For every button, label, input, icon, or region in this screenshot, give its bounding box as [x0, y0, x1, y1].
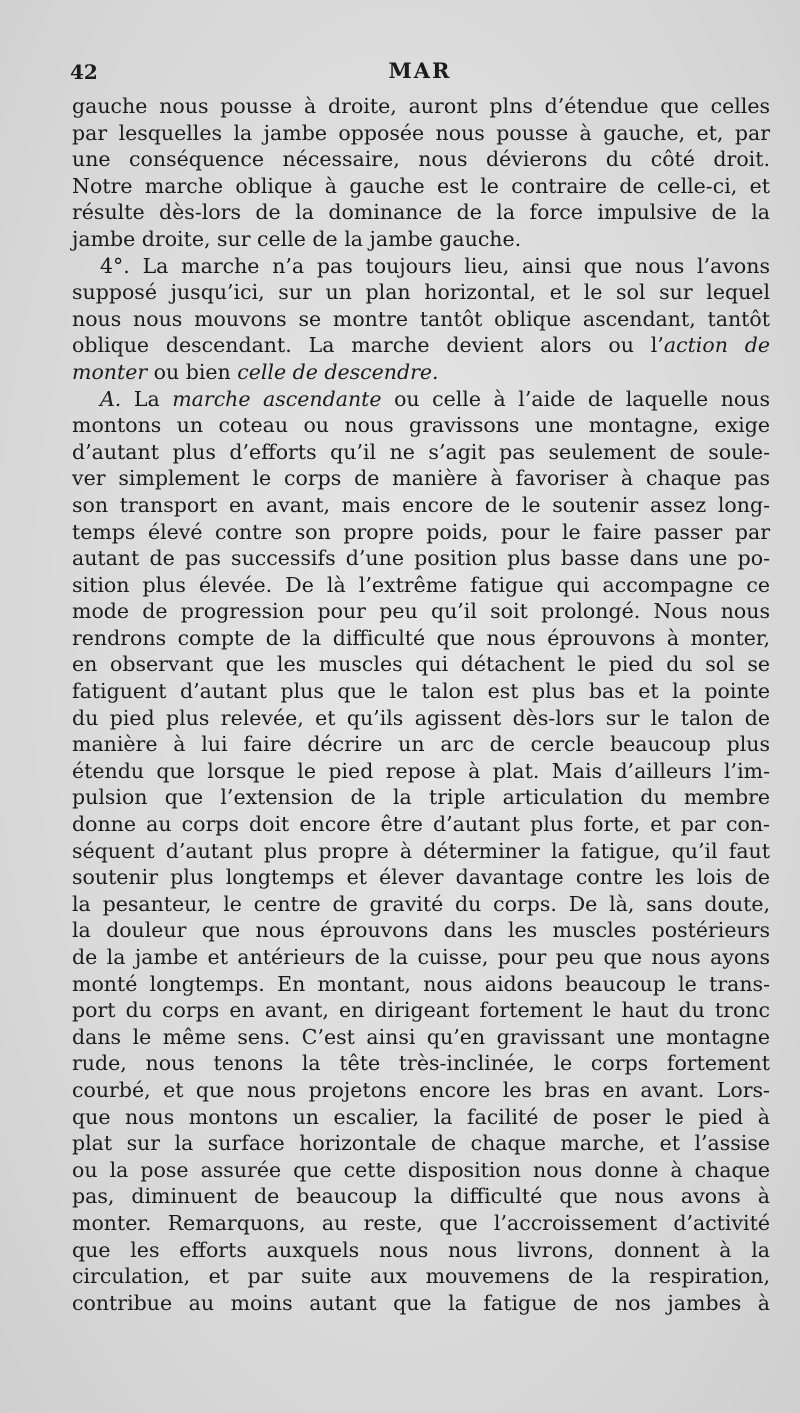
text-line: [72, 545, 770, 572]
italic-text: monter: [72, 359, 148, 384]
text-run: son transport en avant, mais encore de le soutenir assez long-: [72, 492, 770, 517]
italic-text: A.: [100, 386, 122, 411]
text-line: [72, 784, 770, 811]
text-run: séquent d’autant plus propre à déterminer la fatigue, qu’il faut: [72, 838, 770, 863]
text-run: donne au corps doit encore être d’autant plus forte, et par con-: [72, 812, 770, 837]
text-line: [72, 93, 770, 120]
text-line: [72, 253, 770, 280]
text-run: pulsion que l’extension de la triple articulation du membre: [72, 785, 770, 810]
text-line: [72, 173, 770, 200]
text-run: la douleur que nous éprouvons dans les muscles postérieurs: [72, 918, 770, 943]
text-line: [72, 1157, 770, 1184]
text-run: dans le même sens. C’est ainsi qu’en gravissant une montagne: [72, 1024, 770, 1049]
text-line: [72, 279, 770, 306]
text-line: [72, 572, 770, 599]
text-line: [72, 651, 770, 678]
text-line: [72, 412, 770, 439]
text-run: d’autant plus d’efforts qu’il ne s’agit pas seulement de soule-: [72, 439, 770, 464]
text-line: [72, 1290, 770, 1317]
text-run: monté longtemps. En montant, nous aidons beaucoup le trans-: [72, 971, 770, 996]
text-line: [72, 625, 770, 652]
text-run: sition plus élevée. De là l’extrême fatigue qui accompagne ce: [72, 572, 770, 597]
text-run: plat sur la surface horizontale de chaque marche, et l’assise: [72, 1131, 770, 1156]
text-line: [72, 678, 770, 705]
text-run: la pesanteur, le centre de gravité du corps. De là, sans doute,: [72, 891, 770, 916]
text-run: temps élevé contre son propre poids, pour le faire passer par: [72, 519, 770, 544]
text-line: [72, 864, 770, 891]
text-line: [72, 120, 770, 147]
text-line: [72, 146, 770, 173]
text-run: autant de pas successifs d’une position plus basse dans une po-: [72, 546, 770, 571]
italic-text: action de: [663, 333, 770, 358]
text-line: [72, 199, 770, 226]
text-line: [72, 1210, 770, 1237]
text-line: [72, 1183, 770, 1210]
text-line: [72, 1050, 770, 1077]
text-line: [72, 1237, 770, 1264]
text-run: pas, diminuent de beaucoup la difficulté que nous avons à: [72, 1184, 770, 1209]
body-text: [72, 93, 770, 1316]
text-run: contribue au moins autant que la fatigue de nos jambes à: [72, 1290, 770, 1315]
text-line: [72, 917, 770, 944]
text-run: supposé jusqu’ici, sur un plan horizontal, et le sol sur lequel: [72, 280, 770, 305]
text-run: montons un coteau ou nous gravissons une montagne, exige: [72, 413, 770, 438]
text-run: résulte dès-lors de la dominance de la force impulsive de la: [72, 200, 770, 225]
text-run: oblique descendant. La marche devient alors ou l’: [72, 333, 664, 358]
text-line: [72, 492, 770, 519]
text-run: soutenir plus longtemps et élever davantage contre les lois de: [72, 865, 770, 890]
text-run: jambe droite, sur celle de la jambe gauche.: [72, 226, 522, 251]
text-line: [72, 519, 770, 546]
text-line: [72, 306, 770, 333]
text-line: [72, 1130, 770, 1157]
text-run: monter. Remarquons, au reste, que l’accroissement d’activité: [72, 1210, 770, 1235]
text-run: manière à lui faire décrire un arc de cercle beaucoup plus: [72, 732, 770, 757]
text-line: [72, 598, 770, 625]
text-run: ou bien: [147, 359, 238, 384]
text-line: [72, 359, 770, 386]
text-run: gauche nous pousse à droite, auront plns d’étendue que celles: [72, 94, 770, 118]
text-line: [72, 838, 770, 865]
text-run: une conséquence nécessaire, nous dévierons du côté droit.: [72, 147, 770, 172]
text-run: ver simplement le corps de manière à favoriser à chaque pas: [72, 466, 770, 491]
text-run: que les efforts auxquels nous nous livrons, donnent à la: [72, 1237, 770, 1262]
text-line: [72, 1024, 770, 1051]
text-line: [72, 1104, 770, 1131]
text-run: circulation, et par suite aux mouvemens de la respiration,: [72, 1264, 770, 1289]
text-line: [72, 997, 770, 1024]
text-line: [72, 811, 770, 838]
text-run: étendu que lorsque le pied repose à plat. Mais d’ailleurs l’im-: [72, 758, 770, 783]
text-run: Notre marche oblique à gauche est le contraire de celle-ci, et: [72, 173, 770, 198]
text-line: [72, 1077, 770, 1104]
text-line: [72, 332, 770, 359]
text-line: [72, 758, 770, 785]
text-line: [72, 465, 770, 492]
text-line: [72, 705, 770, 732]
text-run: ou celle à l’aide de laquelle nous: [381, 386, 770, 411]
text-run: courbé, et que nous projetons encore les bras en avant. Lors-: [72, 1077, 770, 1102]
italic-text: celle de descendre.: [237, 359, 439, 384]
text-run: que nous montons un escalier, la facilité de poser le pied à: [72, 1104, 770, 1129]
text-run: de la jambe et antérieurs de la cuisse, pour peu que nous ayons: [72, 945, 770, 969]
text-run: rendrons compte de la difficulté que nous éprouvons à monter,: [72, 625, 770, 650]
italic-text: marche ascendante: [172, 386, 382, 411]
page-header: [70, 58, 770, 88]
text-run: en observant que les muscles qui détachent le pied du sol se: [72, 652, 770, 677]
text-line: [72, 971, 770, 998]
text-line: [72, 731, 770, 758]
text-line: [72, 891, 770, 918]
text-run: nous nous mouvons se montre tantôt oblique ascendant, tantôt: [72, 306, 770, 331]
text-run: port du corps en avant, en dirigeant fortement le haut du tronc: [72, 998, 770, 1023]
text-run: 4°. La marche n’a pas toujours lieu, ainsi que nous l’avons: [100, 253, 770, 278]
text-run: par lesquelles la jambe opposée nous pousse à gauche, et, par: [72, 120, 770, 145]
text-run: rude, nous tenons la tête très-inclinée, le corps fortement: [72, 1051, 770, 1076]
text-line: [72, 439, 770, 466]
text-line: [72, 1263, 770, 1290]
page-number: 42: [70, 60, 98, 84]
text-run: mode de progression pour peu qu’il soit prolongé. Nous nous: [72, 599, 770, 624]
text-run: ou la pose assurée que cette disposition nous donne à chaque: [72, 1157, 770, 1182]
running-head: MAR: [388, 58, 452, 83]
text-run: fatiguent d’autant plus que le talon est plus bas et la pointe: [72, 679, 770, 704]
text-line: [72, 226, 770, 253]
text-run: du pied plus relevée, et qu’ils agissent dès-lors sur le talon de: [72, 705, 770, 730]
text-run: La: [121, 386, 173, 411]
text-line: [72, 944, 770, 971]
text-line: [72, 386, 770, 413]
